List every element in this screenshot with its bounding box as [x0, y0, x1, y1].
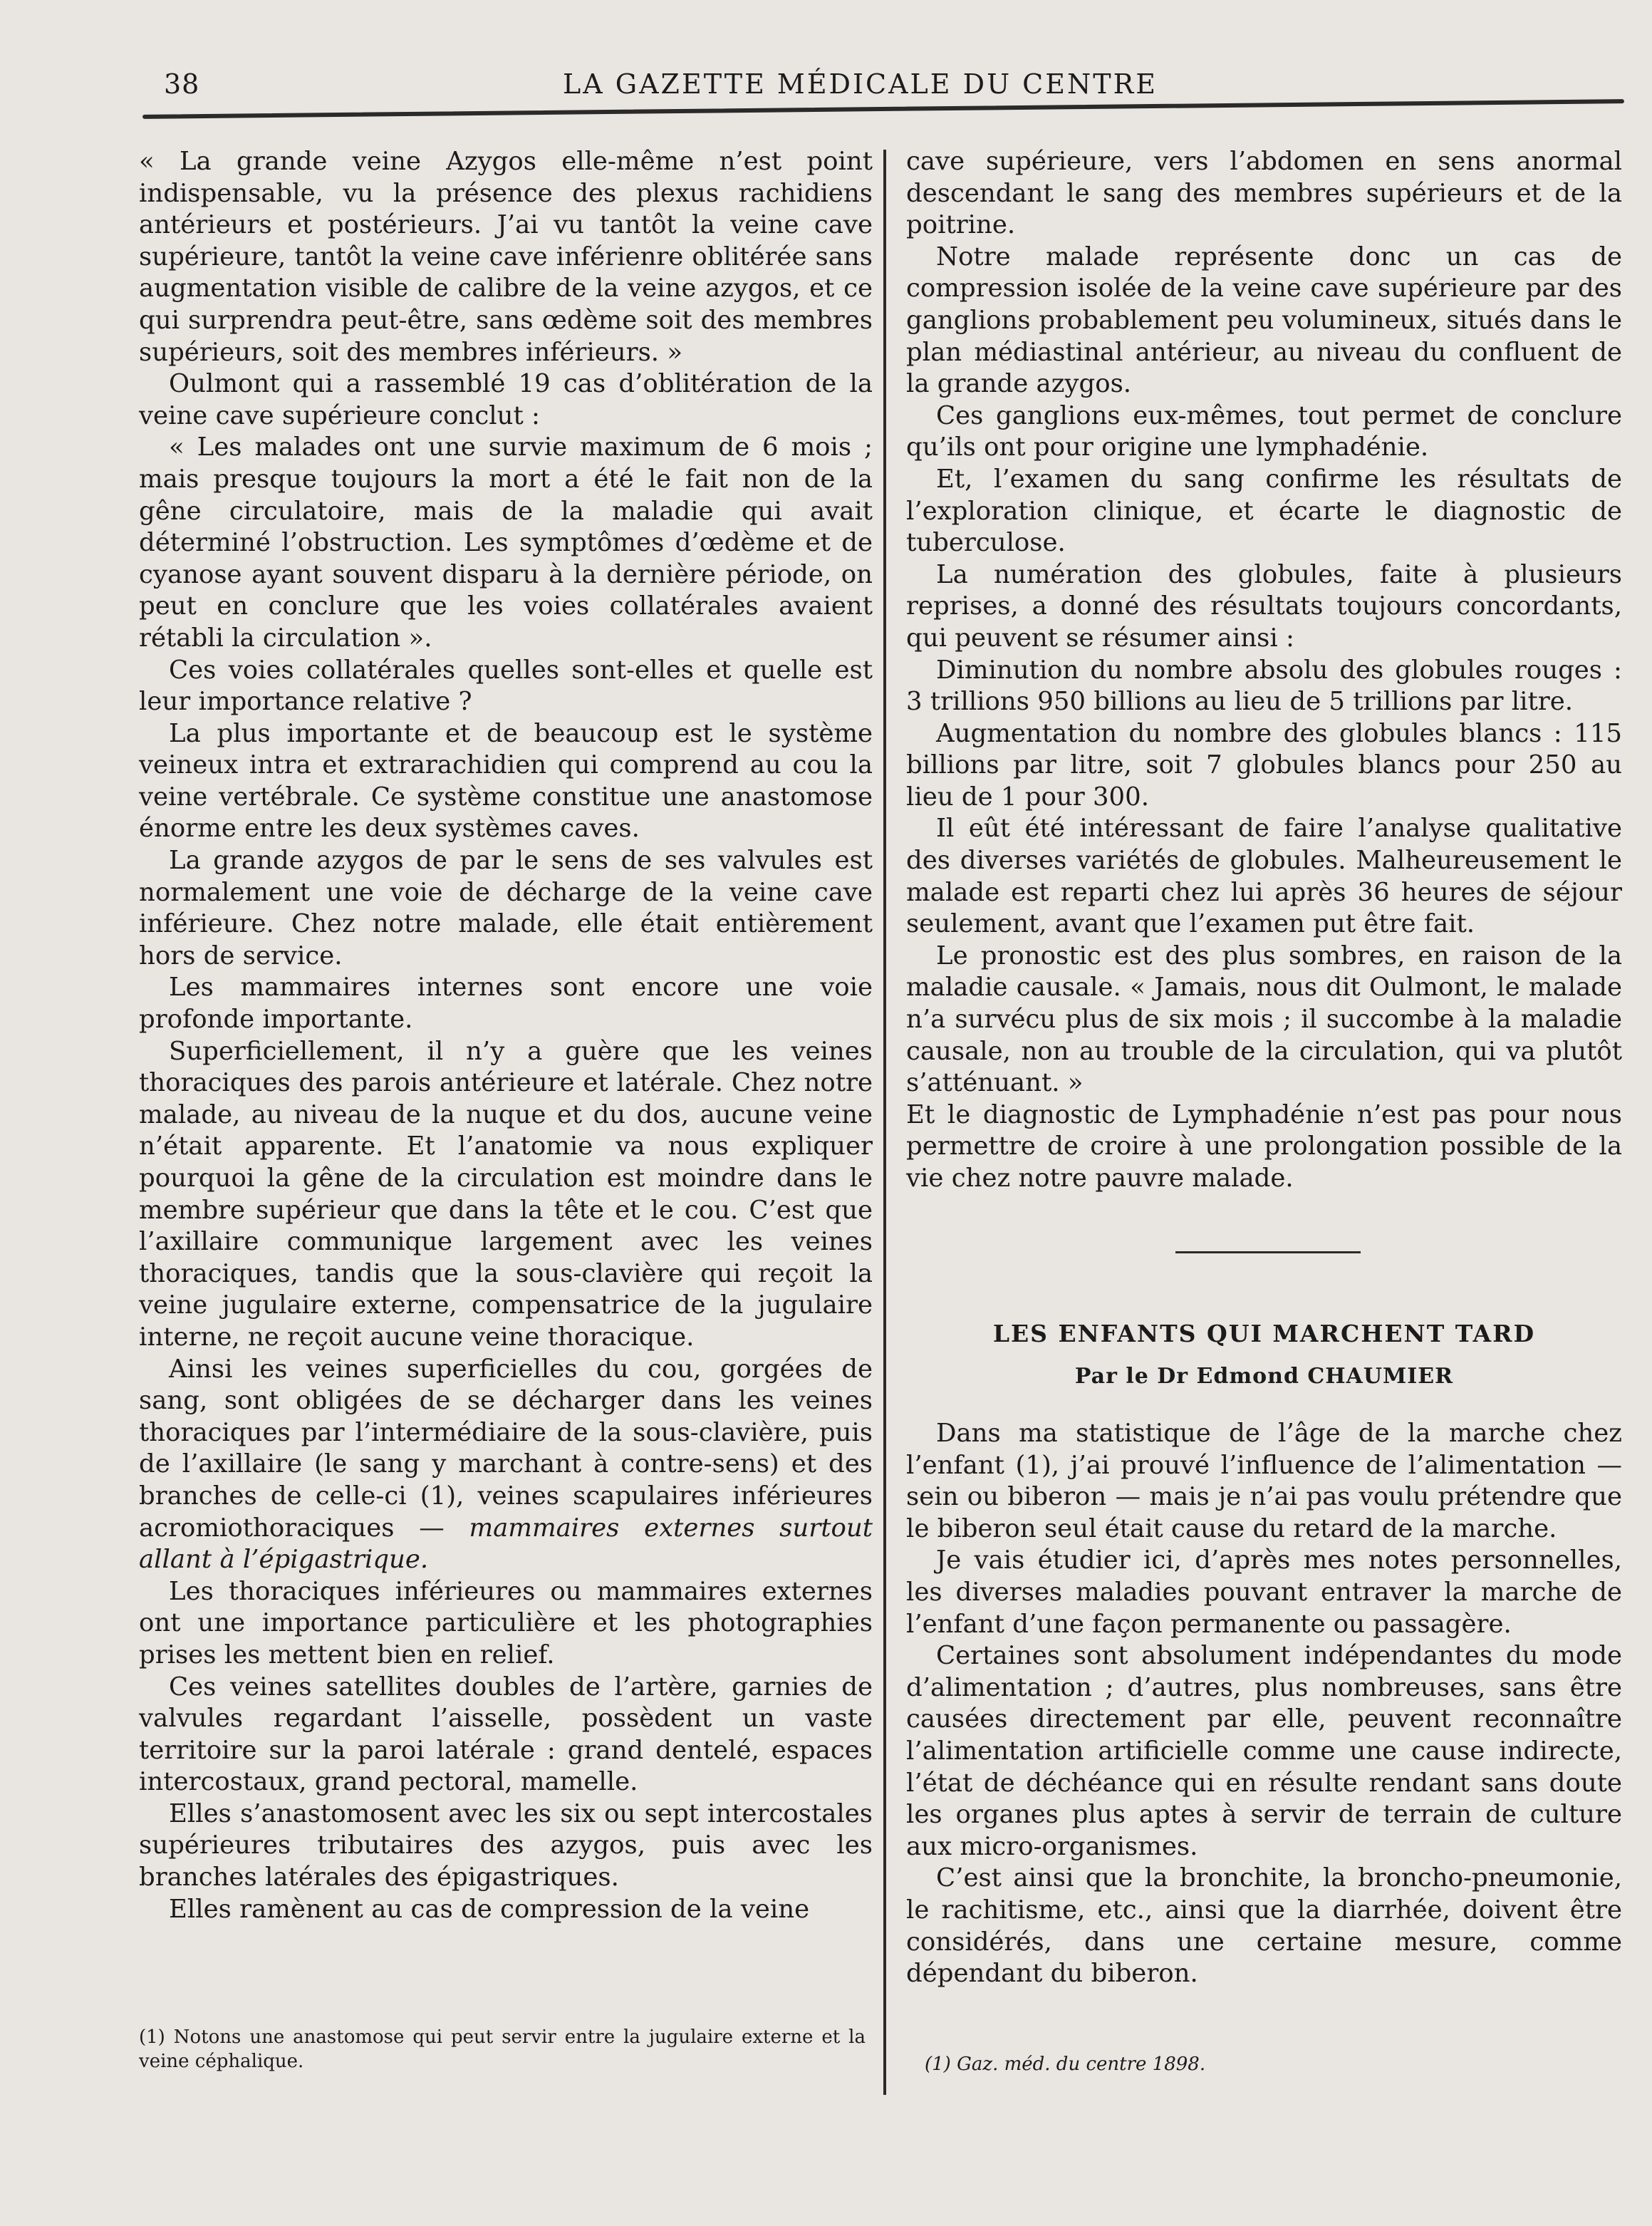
- footnote-right: (1) Gaz. méd. du centre 1898.: [925, 2054, 1206, 2075]
- right-column: [906, 146, 1622, 1195]
- paragraph: cave supérieure, vers l’abdomen en sens anormal descendant le sang des membres supérieurs et de la poitrine.: [906, 147, 1622, 240]
- paragraph-text: Ainsi les veines superficielles du cou, gorgées de sang, sont obligées de se décharger dans les veines thoraciques par l’intermédiaire de la sous-clavière, puis de l’axillaire (le sang y marchant à contre-sens) et des branches de celle-ci (1), veines scapulaires inférieures acromiothoraciques —: [139, 1354, 873, 1543]
- column-divider: [883, 150, 886, 2095]
- paragraph: Elles ramènent au cas de compression de la veine: [169, 1894, 810, 1924]
- paragraph: La grande azygos de par le sens de ses valvules est normalement une voie de décharge de la veine cave inférieure. Chez notre malade, elle était entièrement hors de service.: [139, 846, 873, 970]
- paragraph: Les mammaires internes sont encore une voie profonde importante.: [139, 973, 873, 1035]
- paragraph: La plus importante et de beaucoup est le système veineux intra et extrarachidien qui comprend au cou la veine vertébrale. Ce système constitue une anastomose énorme entre les deux systèmes caves.: [139, 718, 873, 844]
- paragraph: Oulmont qui a rassemblé 19 cas d’oblitération de la veine cave supérieure conclut :: [139, 369, 873, 430]
- article-body: [906, 1418, 1622, 1990]
- paragraph: Dans ma statistique de l’âge de la marche chez l’enfant (1), j’ai prouvé l’influence de l’alimentation — sein ou biberon — mais je n’ai pas voulu prétendre que le biberon seul était cause du retard de la marche.: [906, 1419, 1622, 1543]
- paragraph: Ces ganglions eux-mêmes, tout permet de conclure qu’ils ont pour origine une lymphadénie.: [906, 400, 1622, 462]
- page-number: 38: [164, 68, 200, 100]
- paragraph: Et le diagnostic de Lymphadénie n’est pas pour nous permettre de croire à une prolongation possible de la vie chez notre pauvre malade.: [906, 1099, 1622, 1193]
- paragraph: Il eût été intéressant de faire l’analyse qualitative des diverses variétés de globules. Malheureusement le malade est reparti chez lui après 36 heures de séjour seulement, avant que l’examen put être fait.: [906, 814, 1622, 939]
- article-author: Par le Dr Edmond CHAUMIER: [1074, 1364, 1454, 1389]
- paragraph: « La grande veine Azygos elle-même n’est point indispensable, vu la présence des plexus rachidiens antérieurs et postérieurs. J’ai vu tantôt la veine cave supérieure, tantôt la veine cave inférienre oblitérée sans augmentation visible de calibre de la veine azygos, et ce qui surprendra peut-être, sans œdème soit des membres supérieurs, soit des membres inférieurs. »: [139, 147, 873, 367]
- paragraph: Les thoraciques inférieures ou mammaires externes ont une importance particulière et les photographies prises les mettent bien en relief.: [139, 1576, 873, 1670]
- article-title: LES ENFANTS QUI MARCHENT TARD: [992, 1320, 1536, 1347]
- paragraph: Ces voies collatérales quelles sont-elles et quelle est leur importance relative ?: [139, 655, 873, 717]
- paragraph: Augmentation du nombre des globules blancs : 115 billions par litre, soit 7 globules blancs pour 250 au lieu de 1 pour 300.: [906, 718, 1622, 812]
- paragraph-italic-text: mammaires externes surtout allant à l’épigastrique.: [139, 1513, 873, 1575]
- paragraph: Le pronostic est des plus sombres, en raison de la maladie causale. « Jamais, nous dit Oulmont, le malade n’a survécu plus de six mois ; il succombe à la maladie causale, non au trouble de la circulation, qui va plutôt s’atténuant. »: [906, 941, 1622, 1098]
- paragraph: C’est ainsi que la bronchite, la broncho-pneumonie, le rachitisme, etc., ainsi que la diarrhée, doivent être considérés, dans une certaine mesure, comme dépendant du biberon.: [906, 1863, 1622, 1989]
- paragraph: Et, l’examen du sang confirme les résultats de l’exploration clinique, et écarte le diagnostic de tuberculose.: [906, 464, 1622, 558]
- paragraph-ainsi: [139, 1354, 873, 1576]
- paragraph: Certaines sont absolument indépendantes du mode d’alimentation ; d’autres, plus nombreuses, sans être causées directement par elle, peuvent reconnaître l’alimentation artificielle comme une cause indirecte, l’état de déchéance qui en résulte rendant sans doute les organes plus aptes à servir de terrain de culture aux micro-organismes.: [906, 1641, 1622, 1861]
- paragraph: Superficiellement, il n’y a guère que les veines thoraciques des parois antérieure et latérale. Chez notre malade, au niveau de la nuque et du dos, aucune veine n’était apparente. Et l’anatomie va nous expliquer pourquoi la gêne de la circulation est moindre dans le membre supérieur que dans la tête et le cou. C’est que l’axillaire communique largement avec les veines thoraciques, tandis que la sous-clavière qui reçoit la veine jugulaire externe, compensatrice de la jugulaire interne, ne reçoit aucune veine thoracique.: [139, 1036, 873, 1352]
- section-rule: [1175, 1251, 1361, 1253]
- paragraph: Ces veines satellites doubles de l’artère, garnies de valvules regardant l’aisselle, possèdent un vaste territoire sur la paroi latérale : grand dentelé, espaces intercostaux, grand pectoral, mamelle.: [139, 1672, 873, 1797]
- paragraph: La numération des globules, faite à plusieurs reprises, a donné des résultats toujours concordants, qui peuvent se résumer ainsi :: [906, 559, 1622, 653]
- paragraph: Notre malade représente donc un cas de compression isolée de la veine cave supérieure par des ganglions probablement peu volumineux, situés dans le plan médiastinal antérieur, au niveau du confluent de la grande azygos.: [906, 242, 1622, 399]
- paragraph: Je vais étudier ici, d’après mes notes personnelles, les diverses maladies pouvant entraver la marche de l’enfant d’une façon permanente ou passagère.: [906, 1546, 1622, 1639]
- paragraph: Elles s’anastomosent avec les six ou sept intercostales supérieures tributaires des azygos, puis avec les branches latérales des épigastriques.: [139, 1798, 873, 1893]
- journal-title: LA GAZETTE MÉDICALE DU CENTRE: [563, 68, 1158, 100]
- paragraph: « Les malades ont une survie maximum de 6 mois ; mais presque toujours la mort a été le fait non de la gêne circulatoire, mais de la maladie qui avait déterminé l’obstruction. Les symptômes d’œdème et de cyanose ayant souvent disparu à la dernière période, on peut en conclure que les voies collatérales avaient rétabli la circulation ».: [139, 433, 873, 653]
- paragraph: Diminution du nombre absolu des globules rouges : 3 trillions 950 billions au lieu de 5 trillions par litre.: [906, 655, 1622, 717]
- footnote-left: (1) Notons une anastomose qui peut servir entre la jugulaire externe et la veine céphalique.: [139, 2026, 866, 2072]
- left-column: [139, 146, 873, 1925]
